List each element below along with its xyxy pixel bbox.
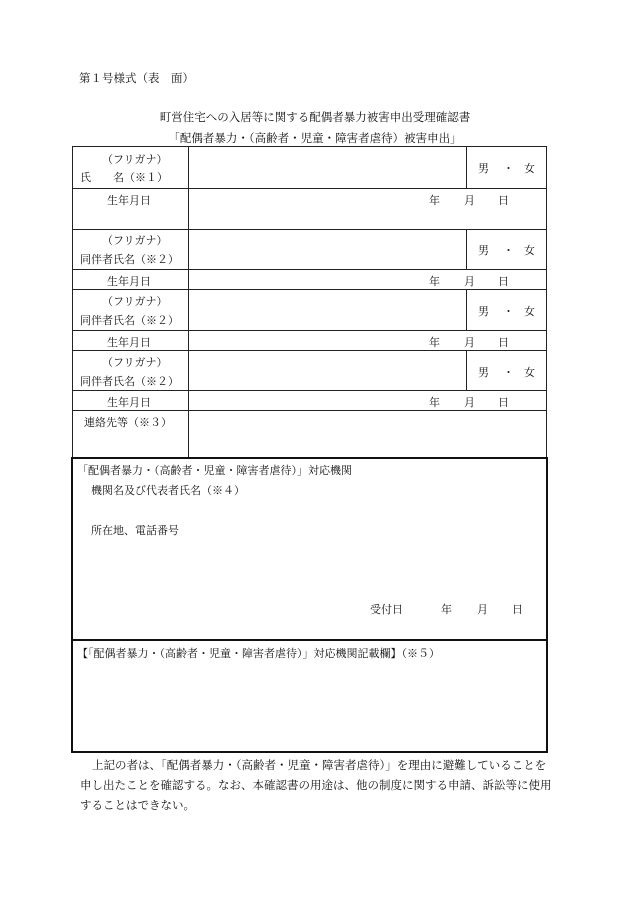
- received-date-label: 受付日: [370, 603, 403, 616]
- dob-year-unit: 年: [429, 396, 440, 409]
- applicant-name-label: 氏 名（※１）: [80, 171, 168, 184]
- dob-year-unit: 年: [429, 194, 440, 207]
- dob-year-unit: 年: [429, 275, 440, 288]
- gender-separator: ・: [503, 162, 514, 175]
- table-border-right: [546, 146, 547, 458]
- row-divider: [72, 146, 547, 147]
- dob-month-unit: 月: [464, 275, 475, 288]
- gender-column-divider: [466, 289, 467, 330]
- gender-female-option[interactable]: 女: [524, 305, 535, 318]
- companion-dob-label: 生年月日: [107, 396, 151, 409]
- contact-label: 連絡先等（※３）: [84, 416, 172, 429]
- dob-month-unit: 月: [464, 194, 475, 207]
- row-divider: [72, 390, 547, 391]
- row-divider: [72, 188, 547, 189]
- table-border-left: [72, 146, 73, 458]
- confirmation-statement: 上記の者は、「配偶者暴力・（高齢者・児童・障害者虐待）」を理由に避難していることを申し出たことを確認する。なお、本確認書の用途は、他の制度に関する申請、訴訟等に使用することはできない。: [80, 758, 552, 812]
- row-divider: [72, 330, 547, 331]
- agency-name-label: 機関名及び代表者氏名（※４）: [91, 484, 245, 497]
- companion-name-label: 同伴者氏名（※２）: [80, 253, 179, 266]
- gender-separator: ・: [503, 366, 514, 379]
- applicant-furigana-label: （フリガナ）: [102, 153, 168, 166]
- gender-male-option[interactable]: 男: [478, 162, 489, 175]
- row-divider: [72, 289, 547, 290]
- agency-section-divider: [71, 639, 548, 641]
- dob-month-unit: 月: [464, 336, 475, 349]
- applicant-dob-label: 生年月日: [107, 194, 151, 207]
- dob-day-unit: 日: [498, 275, 509, 288]
- gender-column-divider: [466, 146, 467, 188]
- companion-name-label: 同伴者氏名（※２）: [80, 314, 179, 327]
- agency-address-label: 所在地、電話番号: [91, 524, 179, 537]
- gender-female-option[interactable]: 女: [524, 162, 535, 175]
- form-number: 第１号様式（表 面）: [79, 71, 194, 85]
- companion-name-label: 同伴者氏名（※２）: [80, 375, 179, 388]
- document-subtitle: 「配偶者暴力・（高齢者・児童・障害者虐待）被害申出」: [168, 131, 462, 145]
- received-month-unit: 月: [477, 603, 488, 616]
- gender-male-option[interactable]: 男: [478, 366, 489, 379]
- row-divider: [72, 350, 547, 351]
- dob-day-unit: 日: [498, 396, 509, 409]
- row-divider: [72, 229, 547, 230]
- companion-furigana-label: （フリガナ）: [102, 356, 168, 369]
- document-title: 町営住宅への入居等に関する配偶者暴力被害申出受理確認書: [159, 110, 471, 124]
- agency-notes-heading: 【「配偶者暴力・（高齢者・児童・障害者虐待）」対応機関記載欄】（※５）: [77, 647, 440, 660]
- received-year-unit: 年: [441, 603, 452, 616]
- companion-furigana-label: （フリガナ）: [102, 295, 168, 308]
- dob-day-unit: 日: [498, 194, 509, 207]
- gender-female-option[interactable]: 女: [524, 366, 535, 379]
- companion-furigana-label: （フリガナ）: [102, 234, 168, 247]
- dob-year-unit: 年: [429, 336, 440, 349]
- dob-month-unit: 月: [464, 396, 475, 409]
- received-day-unit: 日: [512, 603, 523, 616]
- row-divider: [72, 410, 547, 411]
- gender-column-divider: [466, 350, 467, 390]
- gender-male-option[interactable]: 男: [478, 244, 489, 257]
- agency-heading: 「配偶者暴力・（高齢者・児童・障害者虐待）」対応機関: [77, 464, 352, 477]
- dob-day-unit: 日: [498, 336, 509, 349]
- companion-dob-label: 生年月日: [107, 275, 151, 288]
- gender-male-option[interactable]: 男: [478, 305, 489, 318]
- row-divider: [72, 269, 547, 270]
- label-column-divider: [188, 146, 189, 458]
- companion-dob-label: 生年月日: [107, 336, 151, 349]
- gender-female-option[interactable]: 女: [524, 244, 535, 257]
- gender-column-divider: [466, 229, 467, 269]
- gender-separator: ・: [503, 244, 514, 257]
- gender-separator: ・: [503, 305, 514, 318]
